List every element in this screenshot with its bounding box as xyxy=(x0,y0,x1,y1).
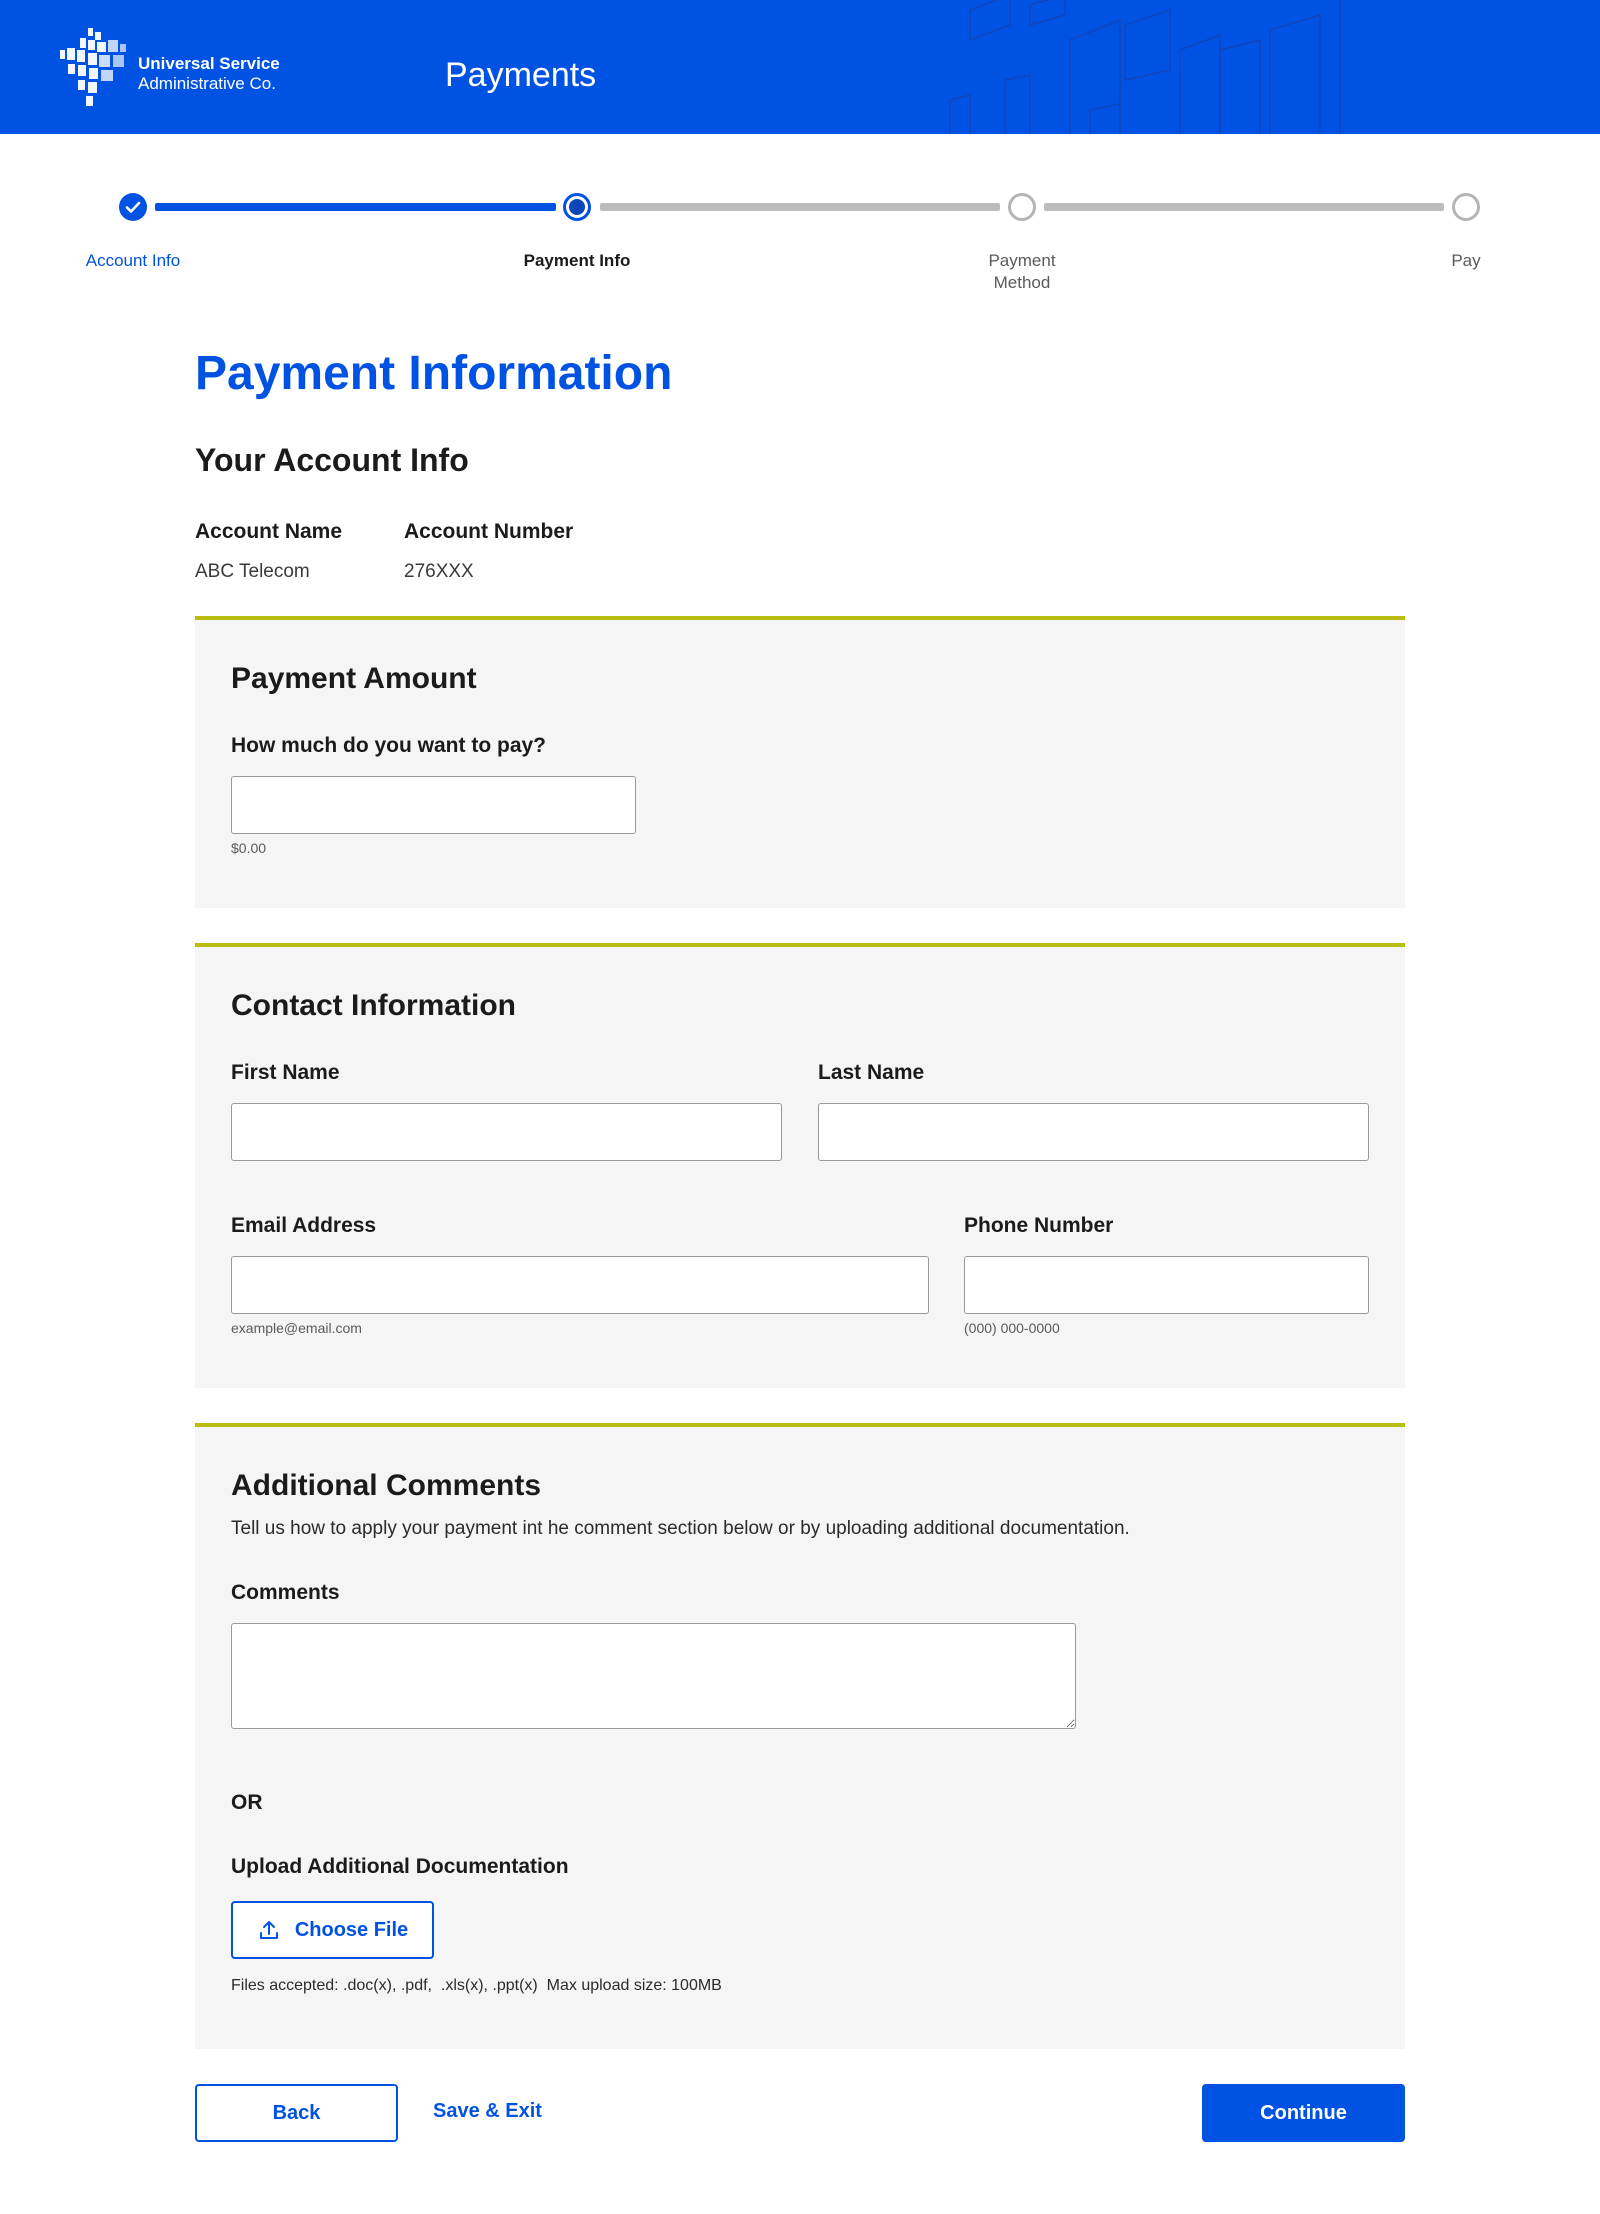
first-name-label: First Name xyxy=(231,1061,340,1084)
account-number-label: Account Number xyxy=(404,520,574,543)
payment-amount-section xyxy=(195,616,1405,908)
step-payment-method-label: Payment Method xyxy=(988,251,1056,292)
usac-logo[interactable] xyxy=(58,28,288,110)
org-name-line1: Universal Service xyxy=(138,54,280,73)
step-connector-complete xyxy=(155,203,556,211)
choose-file-label: Choose File xyxy=(294,1918,409,1941)
comments-textarea[interactable] xyxy=(231,1623,1076,1729)
phone-input[interactable] xyxy=(964,1256,1369,1314)
contact-info-heading: Contact Information xyxy=(231,989,516,1022)
upload-label: Upload Additional Documentation xyxy=(231,1855,569,1878)
additional-comments-section xyxy=(195,1423,1405,2049)
last-name-label: Last Name xyxy=(818,1061,925,1084)
progress-stepper xyxy=(0,186,1600,306)
contact-info-section xyxy=(195,943,1405,1388)
app-title: Payments xyxy=(445,56,597,94)
email-input[interactable] xyxy=(231,1256,929,1314)
choose-file-button[interactable] xyxy=(231,1901,434,1959)
account-name-value: ABC Telecom xyxy=(195,561,310,582)
step-payment-method-dot xyxy=(1008,193,1036,221)
continue-button[interactable] xyxy=(1202,2084,1405,2142)
first-name-input[interactable] xyxy=(231,1103,782,1161)
phone-label: Phone Number xyxy=(964,1214,1114,1237)
step-account-info-dot[interactable] xyxy=(119,193,147,221)
or-separator: OR xyxy=(231,1791,263,1814)
header-decoration xyxy=(940,0,1600,134)
step-payment-info-label: Payment Info xyxy=(523,251,631,270)
email-hint: example@email.com xyxy=(231,1320,362,1336)
account-info-heading: Your Account Info xyxy=(195,442,469,478)
continue-button-label: Continue xyxy=(1260,2101,1347,2124)
account-name-label: Account Name xyxy=(195,520,343,543)
usac-logo-icon xyxy=(58,28,128,108)
last-name-input[interactable] xyxy=(818,1103,1369,1161)
payment-amount-input[interactable] xyxy=(231,776,636,834)
payment-amount-hint: $0.00 xyxy=(231,840,267,856)
step-payment-info-dot xyxy=(563,193,591,221)
additional-comments-description: Tell us how to apply your payment int he comment section below or by uploading additional documentation. xyxy=(231,1518,1130,1539)
phone-hint: (000) 000-0000 xyxy=(964,1320,1060,1336)
files-accepted-note: Files accepted: .doc(x), .pdf, .xls(x), .ppt(x) Max upload size: 100MB xyxy=(231,1977,722,1994)
step-connector-upcoming xyxy=(600,203,1000,211)
account-number-value: 276XXX xyxy=(404,561,474,582)
email-label: Email Address xyxy=(231,1214,377,1237)
additional-comments-heading: Additional Comments xyxy=(231,1469,542,1502)
save-exit-button[interactable]: Save & Exit xyxy=(433,2100,542,2122)
step-connector-upcoming xyxy=(1044,203,1444,211)
check-icon xyxy=(119,193,147,221)
payment-amount-heading: Payment Amount xyxy=(231,662,477,695)
step-account-info-label[interactable]: Account Info xyxy=(85,251,181,270)
step-pay-label: Pay xyxy=(1451,251,1481,270)
step-pay-dot xyxy=(1452,193,1480,221)
payment-amount-label: How much do you want to pay? xyxy=(231,734,546,757)
upload-icon xyxy=(257,1918,281,1942)
org-name-line2: Administrative Co. xyxy=(138,74,276,93)
page-title: Payment Information xyxy=(195,347,673,400)
app-header xyxy=(0,0,1600,134)
comments-label: Comments xyxy=(231,1581,340,1604)
usac-logo-text xyxy=(138,54,280,94)
back-button[interactable] xyxy=(195,2084,398,2142)
back-button-label: Back xyxy=(272,2101,321,2124)
